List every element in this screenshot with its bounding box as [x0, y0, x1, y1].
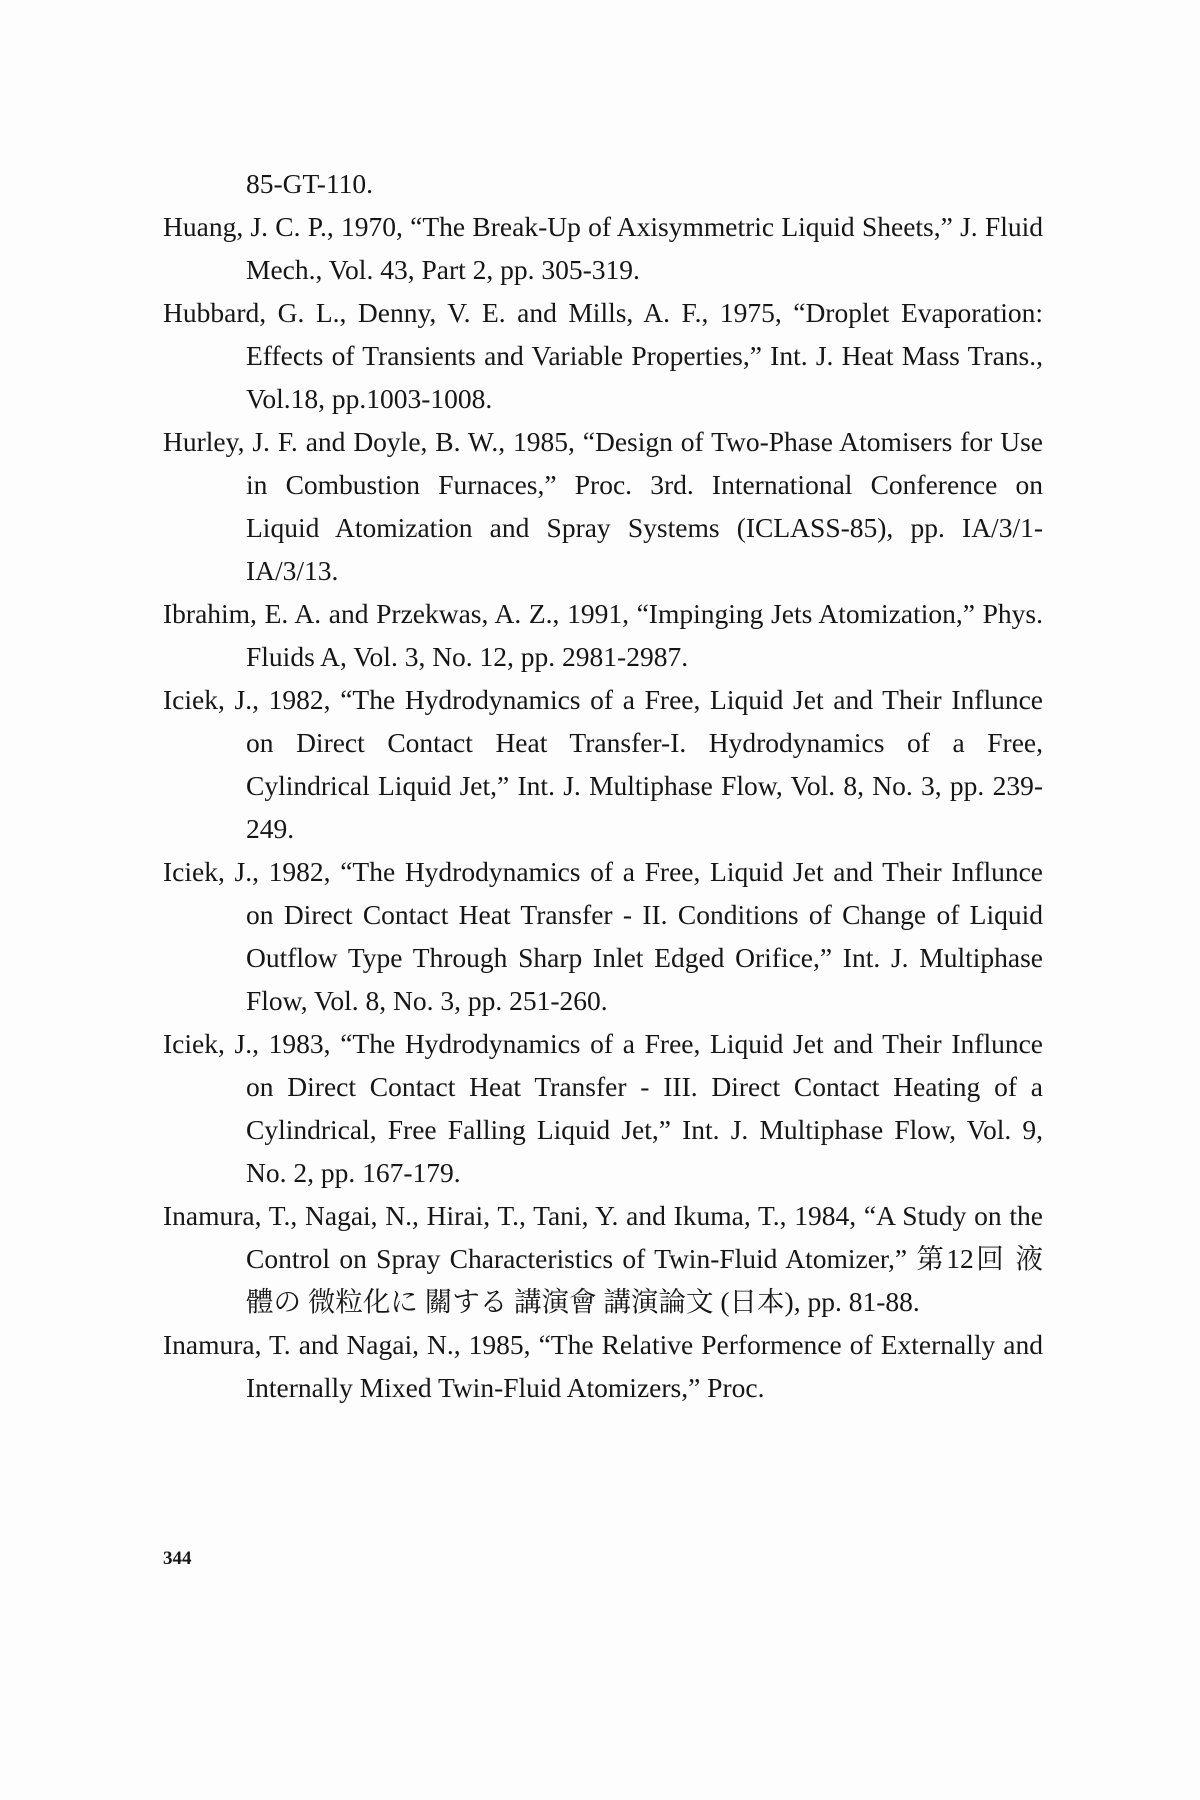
reference-continuation: 85-GT-110.	[246, 168, 374, 199]
reference-entry: Iciek, J., 1983, “The Hydrodynamics of a Free, Liquid Jet and Their Influnce on Direct Contact Heat Transfer - III. Direct Contact Heating of a Cylindrical, Free Falling Liquid Jet,” Int. J. Multiphase Flow, Vol. 9, No. 2, pp. 167-179.	[163, 1028, 1043, 1188]
reference-entry: Inamura, T. and Nagai, N., 1985, “The Relative Performence of Externally and Internally Mixed Twin-Fluid Atomizers,” Proc.	[163, 1329, 1043, 1403]
reference-entry: Iciek, J., 1982, “The Hydrodynamics of a Free, Liquid Jet and Their Influnce on Direct Contact Heat Transfer-I. Hydrodynamics of a Free, Cylindrical Liquid Jet,” Int. J. Multiphase Flow, Vol. 8, No. 3, pp. 239-249.	[163, 684, 1043, 844]
reference-entry: Hurley, J. F. and Doyle, B. W., 1985, “Design of Two-Phase Atomisers for Use in Combustion Furnaces,” Proc. 3rd. International Conference on Liquid Atomization and Spray Systems (ICLASS-85), pp. IA/3/1-IA/3/13.	[163, 426, 1043, 586]
reference-entry: Huang, J. C. P., 1970, “The Break-Up of Axisymmetric Liquid Sheets,” J. Fluid Mech., Vol. 43, Part 2, pp. 305-319.	[163, 211, 1043, 285]
reference-list	[163, 162, 1043, 1409]
page-number: 344	[163, 1548, 192, 1569]
reference-entry: Iciek, J., 1982, “The Hydrodynamics of a Free, Liquid Jet and Their Influnce on Direct Contact Heat Transfer - II. Conditions of Change of Liquid Outflow Type Through Sharp Inlet Edged Orifice,” Int. J. Multiphase Flow, Vol. 8, No. 3, pp. 251-260.	[163, 856, 1043, 1016]
reference-entry: Inamura, T., Nagai, N., Hirai, T., Tani, Y. and Ikuma, T., 1984, “A Study on the Control on Spray Characteristics of Twin-Fluid Atomizer,” 第12回 液體の 微粒化に 關する 講演會 講演論文 (日本), pp. 81-88.	[163, 1200, 1043, 1317]
reference-entry: Hubbard, G. L., Denny, V. E. and Mills, A. F., 1975, “Droplet Evaporation: Effects of Transients and Variable Properties,” Int. J. Heat Mass Trans., Vol.18, pp.1003-1008.	[163, 297, 1043, 414]
reference-entry: Ibrahim, E. A. and Przekwas, A. Z., 1991, “Impinging Jets Atomization,” Phys. Fluids A, Vol. 3, No. 12, pp. 2981-2987.	[163, 598, 1043, 672]
